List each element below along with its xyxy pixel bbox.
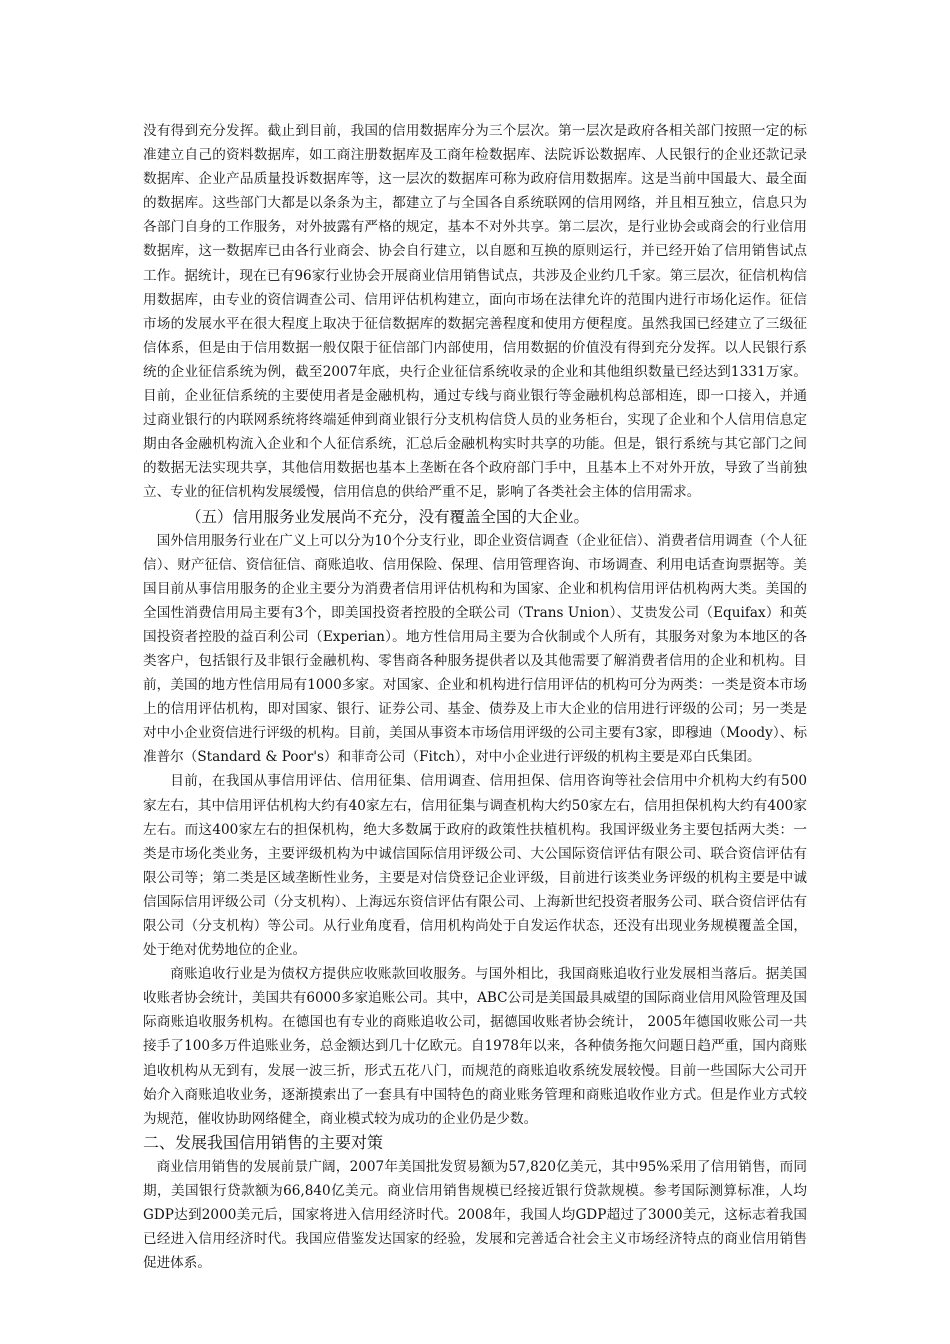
- paragraph-credit-databases: 没有得到充分发挥。截止到目前，我国的信用数据库分为三个层次。第一层次是政府各相关部门按照一定的标准建立自己的资料数据库，如工商注册数据库及工商年检数据库、法院诉讼数据库、人民银行的企业还款记录数据库、企业产品质量投诉数据库等，这一层次的数据库可称为政府信用数据库。这是当前中国最大、最全面的数据库。这些部门大都是以条条为主，都建立了与全国各自系统联网的信用网络，并且相互独立，信息只为各部门自身的工作服务，对外披露有严格的规定，基本不对外共享。第二层次，是行业协会或商会的行业信用数据库，这一数据库已由各行业商会、协会自行建立，以自愿和互换的原则运行，并已经开始了信用销售试点工作。据统计，现在已有96家行业协会开展商业信用销售试点，共涉及企业约几千家。第三层次，征信机构信用数据库，由专业的资信调查公司、信用评估机构建立，面向市场在法律允许的范围内进行市场化运作。征信市场的发展水平在很大程度上取决于征信数据库的数据完善程度和使用方便程度。虽然我国已经建立了三级征信体系，但是由于信用数据一般仅限于征信部门内部使用，信用数据的价值没有得到充分发挥。以人民银行系统的企业征信系统为例，截至2007年底，央行企业征信系统收录的企业和其他组织数量已经达到1331万家。目前，企业征信系统的主要使用者是金融机构，通过专线与商业银行等金融机构总部相连，即一口接入，并通过商业银行的内联网系统将终端延伸到商业银行分支机构信贷人员的业务柜台，实现了企业和个人信用信息定期由各金融机构流入企业和个人征信系统，汇总后金融机构实时共享的功能。但是，银行系统与其它部门之间的数据无法实现共享，其他信用数据也基本上垄断在各个政府部门手中，且基本上不对外开放，导致了当前独立、专业的征信机构发展缓慢，信用信息的供给严重不足，影响了各类社会主体的信用需求。: [143, 123, 807, 501]
- paragraph-foreign-credit-services: 国外信用服务行业在广义上可以分为10个分支行业，即企业资信调查（企业征信）、消费者信用调查（个人征信）、财产征信、资信征信、商账追收、信用保险、保理、信用管理咨询、市场调查、利用电话查询票据等。美国目前从事信用服务的企业主要分为消费者信用评估机构和为国家、企业和机构信用评估机构两大类。美国的全国性消费信用局主要有3个，即美国投资者控股的全联公司（Trans Union）、艾贵发公司（Equifax）和英国投资者控股的益百利公司（Experian）。地方性信用局主要为合伙制或个人所有，其服务对象为本地区的各类客户，包括银行及非银行金融机构、零售商各种服务提供者以及其他需要了解消费者信用的企业和机构。目前，美国的地方性信用局有1000多家。对国家、企业和机构进行信用评估的机构可分为两类：一类是资本市场上的信用评估机构，即对国家、银行、证券公司、基金、债券及上市大企业的信用进行评级的公司；另一类是对中小企业资信进行评级的机构。目前，美国从事资本市场信用评级的公司主要有3家，即穆迪（Moody）、标准普尔（Standard & Poor's）和菲奇公司（Fitch），对中小企业进行评级的机构主要是邓白氏集团。: [143, 532, 807, 766]
- section-heading-5: （五）信用服务业发展尚不充分，没有覆盖全国的大企业。: [186, 507, 590, 526]
- paragraph-credit-sales-outlook: 商业信用销售的发展前景广阔，2007年美国批发贸易额为57,820亿美元，其中95%采用了信用销售，而同期，美国银行贷款额为66,840亿美元。商业信用销售规模已经接近银行贷款规模。参考国际测算标准，人均GDP达到2000美元后，国家将进入信用经济时代。2008年，我国人均GDP超过了3000美元，这标志着我国已经进入信用经济时代。我国应借鉴发达国家的经验，发展和完善适合社会主义市场经济特点的商业信用销售促进体系。: [143, 1158, 807, 1272]
- paragraph-debt-collection: 商账追收行业是为债权方提供应收账款回收服务。与国外相比，我国商账追收行业发展相当落后。据美国收账者协会统计，美国共有6000多家追账公司。其中，ABC公司是美国最具威望的国际商业信用风险管理及国际商账追收服务机构。在德国也有专业的商账追收公司，据德国收账者协会统计， 2005年德国收账公司一共接手了100多万件追账业务，总金额达到几十亿欧元。自1978年以来，各种债务拖欠问题日趋严重，国内商账追收机构从无到有，发展一波三折，形式五花八门，而规范的商账追收系统发展较慢。目前一些国际大公司开始介入商账追收业务，逐渐摸索出了一套具有中国特色的商业账务管理和商账追收作业方式。但是作业方式较为规范，催收协助网络健全，商业模式较为成功的企业仍是少数。: [143, 966, 807, 1127]
- paragraph-domestic-credit-agencies: 目前，在我国从事信用评估、信用征集、信用调查、信用担保、信用咨询等社会信用中介机构大约有500家左右，其中信用评估机构大约有40家左右，信用征集与调查机构大约50家左右，信用担保机构大约有400家左右。而这400家左右的担保机构，绝大多数属于政府的政策性扶植机构。我国评级业务主要包括两大类：一类是市场化类业务，主要评级机构为中诚信国际信用评级公司、大公国际资信评估有限公司、联合资信评估有限公司等；第二类是区域垄断性业务，主要是对信贷登记企业评级，目前进行该类业务评级的机构主要是中诚信国际信用评级公司（分支机构）、上海远东资信评估有限公司、上海新世纪投资者服务公司、联合资信评估有限公司（分支机构）等公司。从行业角度看，信用机构尚处于自发运作状态，还没有出现业务规模覆盖全国，处于绝对优势地位的企业。: [143, 773, 807, 959]
- section-heading-2: 二、发展我国信用销售的主要对策: [143, 1132, 384, 1152]
- document-page: [143, 119, 807, 1275]
